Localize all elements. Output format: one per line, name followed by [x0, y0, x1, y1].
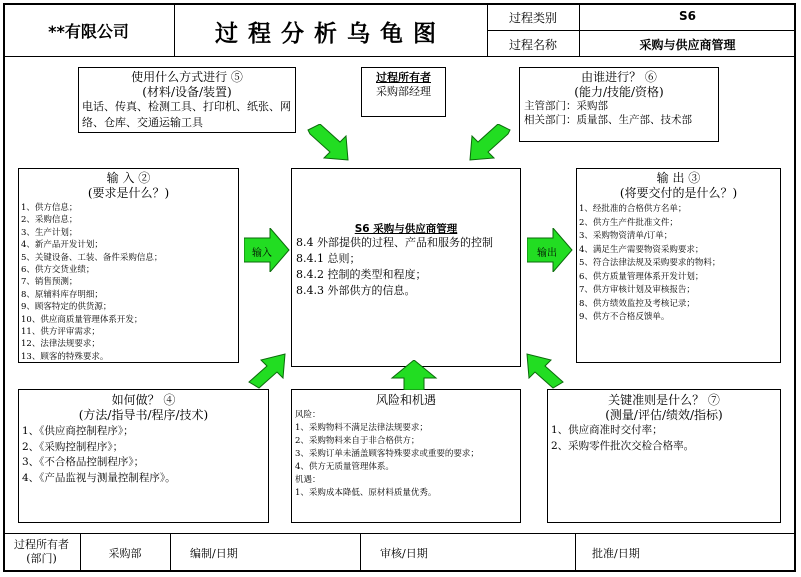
arrow-output-label: 输出 — [537, 248, 557, 259]
footer-divider — [3, 533, 796, 534]
arrow-personnel-icon — [466, 124, 514, 162]
header-hline — [487, 30, 796, 31]
risk-box — [291, 389, 521, 523]
list-item: 3、生产计划； — [21, 227, 78, 238]
list-item: 6、供方交货业绩； — [21, 265, 95, 276]
list-item: 1、经批准的合格供方名单； — [579, 204, 687, 214]
company-name: **有限公司 — [48, 22, 129, 41]
list-item: 1、采购物料不满足法律法规要求； — [295, 423, 428, 433]
category-label: 过程类别 — [508, 11, 557, 25]
footer-approved: 批准/日期 — [592, 547, 640, 560]
list-item: 2、采购零件批次交检合格率。 — [551, 439, 695, 452]
list-item: 2、《采购控制程序》； — [22, 440, 124, 453]
process-title: S6 采购与供应商管理 — [354, 223, 458, 235]
list-item: 1、供应商准时交付率； — [551, 424, 663, 436]
input-title: 输 入 ② — [106, 171, 151, 185]
process-item: 8.4.3 外部供方的信息。 — [296, 284, 416, 297]
list-item: 1、采购成本降低、原材料质量优秀。 — [295, 488, 437, 498]
page-title: 过程分析乌龟图 — [215, 21, 446, 47]
footer-owner-label-2: (部门) — [26, 552, 57, 565]
list-item: 11、供方评审需求； — [21, 327, 100, 338]
personnel-box — [519, 67, 719, 142]
list-item: 3、采购物资清单/订单； — [579, 231, 673, 241]
header-divider — [3, 56, 796, 57]
personnel-line1: 主管部门：采购部 — [524, 100, 608, 112]
owner-title: 过程所有者 — [376, 71, 431, 84]
list-item: 9、供方不合格反馈单。 — [579, 312, 670, 322]
list-item: 1、供方信息； — [21, 203, 78, 213]
list-item: 1、《供应商控制程序》； — [22, 425, 134, 437]
footer-owner-value: 采购部 — [108, 547, 142, 560]
list-item: 5、关键设备、工装、备件采购信息； — [21, 252, 163, 263]
list-item: 10、供应商质量管理体系开发； — [21, 314, 143, 325]
materials-subtitle: (材料/设备/装置) — [142, 85, 232, 99]
risk-title: 风险和机遇 — [375, 393, 436, 407]
list-item: 2、采购物料来自于非合格供方； — [295, 436, 420, 446]
list-item: 3、《不合格品控制程序》； — [22, 456, 145, 468]
materials-box — [78, 67, 296, 133]
process-item: 8.4.2 控制的类型和程度； — [296, 268, 427, 281]
list-item: 7、供方审核计划及审核报告； — [579, 285, 695, 295]
list-item: 4、满足生产需要物资采购要求； — [579, 244, 704, 255]
method-title: 如何做？ ④ — [111, 393, 176, 407]
arrow-method-icon — [245, 352, 289, 390]
name-label: 过程名称 — [508, 38, 557, 52]
footer-prepared: 编制/日期 — [190, 547, 238, 560]
category-value: S6 — [679, 9, 696, 23]
list-item: 4、新产品开发计划； — [21, 240, 103, 251]
input-box — [18, 168, 239, 363]
list-item: 7、销售预测； — [21, 277, 78, 288]
materials-title: 使用什么方式进行 ⑤ — [131, 70, 243, 84]
footer-vline-2 — [170, 533, 171, 572]
list-item: 2、采购信息； — [21, 215, 78, 226]
criteria-subtitle: (测量/评估/绩效/指标) — [605, 408, 723, 422]
output-title: 输 出 ③ — [656, 171, 701, 185]
risk-list — [292, 409, 520, 500]
list-item: 5、符合法律法规及采购要求的物料； — [579, 258, 721, 268]
personnel-subtitle: (能力/技能/资格) — [574, 85, 664, 99]
list-item: 8、供方绩效监控及考核记录； — [579, 298, 695, 309]
footer-vline-4 — [575, 533, 576, 572]
process-box — [291, 168, 521, 367]
opp-label: 机遇： — [295, 475, 321, 485]
output-list — [577, 203, 780, 325]
personnel-title: 由谁进行？ ⑥ — [581, 70, 657, 84]
risk-label: 风险： — [295, 410, 321, 420]
process-item: 8.4 外部提供的过程、产品和服务的控制 — [296, 236, 493, 249]
input-list — [19, 202, 238, 363]
arrow-materials-icon — [304, 124, 352, 162]
arrow-input-label: 输入 — [252, 248, 272, 259]
list-item: 4、《产品监视与测量控制程序》。 — [22, 471, 176, 484]
list-item: 13、顾客的特殊要求。 — [21, 351, 109, 362]
output-box — [576, 168, 781, 363]
arrow-risk-icon — [390, 360, 438, 390]
footer-reviewed: 审核/日期 — [380, 547, 428, 560]
owner-box — [361, 67, 446, 117]
process-item: 8.4.1 总则； — [296, 252, 361, 265]
list-item: 2、供方生产件批准文件； — [579, 217, 678, 228]
personnel-line2: 相关部门：质量部、生产部、技术部 — [524, 114, 692, 126]
list-item: 4、供方无质量管理体系。 — [295, 462, 394, 472]
materials-text: 电话、传真、检测工具、打印机、纸张、网络、仓库、交通运输工具 — [82, 100, 291, 129]
footer-owner-label-1: 过程所有者 — [14, 538, 69, 551]
footer-owner-label — [3, 538, 80, 566]
method-subtitle: (方法/指导书/程序/技术) — [78, 408, 209, 422]
input-subtitle: (要求是什么？) — [87, 186, 170, 200]
method-list — [19, 424, 268, 486]
criteria-title: 关键准则是什么？ ⑦ — [608, 393, 720, 407]
output-subtitle: (将要交付的是什么？) — [619, 186, 738, 200]
list-item: 8、原辅料库存明细； — [21, 289, 103, 300]
owner-value: 采购部经理 — [376, 85, 431, 98]
arrow-criteria-icon — [523, 352, 567, 390]
list-item: 12、法律法规要求； — [21, 339, 100, 350]
name-value: 采购与供应商管理 — [639, 38, 736, 52]
footer-vline-3 — [360, 533, 361, 572]
criteria-list — [548, 423, 780, 454]
criteria-box — [547, 389, 781, 523]
list-item: 9、顾客特定的供货源； — [21, 302, 112, 313]
method-box — [18, 389, 269, 523]
list-item: 6、供方质量管理体系开发计划； — [579, 271, 704, 282]
list-item: 3、采购订单未涵盖顾客特殊要求或重要的要求； — [295, 449, 479, 459]
